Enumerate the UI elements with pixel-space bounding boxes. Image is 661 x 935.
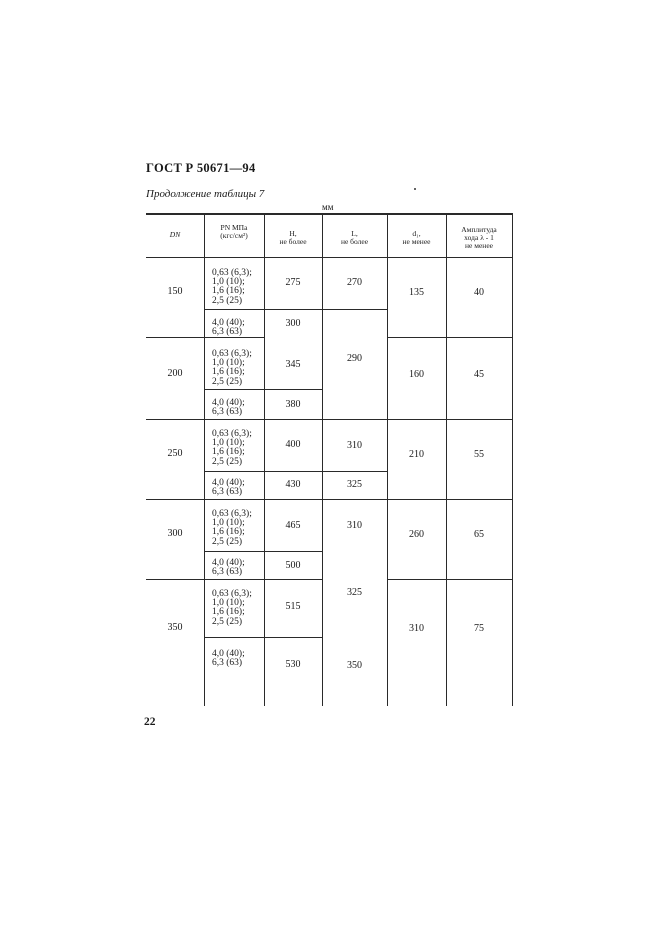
pn-separator — [204, 499, 387, 500]
h-value: 275 — [285, 277, 301, 288]
dn-value: 200 — [167, 368, 183, 379]
dn-value: 150 — [167, 286, 183, 297]
l-value: 310 — [347, 520, 362, 531]
pn-separator — [204, 419, 387, 420]
h-value: 500 — [285, 560, 301, 571]
dn-separator — [146, 419, 204, 420]
h-value: 345 — [285, 359, 301, 370]
page-number: 22 — [144, 716, 156, 728]
dn-value: 250 — [167, 448, 183, 459]
pn-separator — [204, 551, 322, 552]
pn-high-group: 4,0 (40); 6,3 (63) — [212, 318, 245, 338]
amplitude-value: 55 — [474, 449, 484, 460]
table-caption: Продолжение таблицы 7 — [146, 188, 265, 200]
amplitude-value: 65 — [474, 529, 484, 540]
pn-high-group: 4,0 (40); 6,3 (63) — [212, 649, 245, 669]
h-value: 380 — [285, 399, 301, 410]
header-bottom-rule — [146, 257, 513, 258]
unit-label: мм — [322, 202, 334, 212]
pn-separator — [204, 637, 322, 638]
dn-value: 350 — [167, 622, 183, 633]
header-d1: d₁, не менее — [402, 229, 431, 246]
header-pn: PN МПа (кгс/см²) — [220, 223, 248, 240]
l-value: 310 — [347, 440, 362, 451]
d1-separator — [387, 337, 513, 338]
pn-high-group: 4,0 (40); 6,3 (63) — [212, 558, 245, 578]
amplitude-value: 45 — [474, 369, 484, 380]
header-h: H, не более — [279, 229, 307, 246]
d1-separator — [387, 499, 513, 500]
h-value: 515 — [285, 601, 301, 612]
column-rule — [204, 213, 205, 706]
d1-value: 160 — [409, 369, 424, 380]
pn-low-group: 0,63 (6,3); 1,0 (10); 1,6 (16); 2,5 (25) — [212, 589, 252, 627]
d1-value: 310 — [409, 623, 424, 634]
h-value: 400 — [285, 439, 301, 450]
l-value: 270 — [347, 277, 362, 288]
d1-value: 260 — [409, 529, 424, 540]
dn-separator — [146, 579, 204, 580]
pn-low-group: 0,63 (6,3); 1,0 (10); 1,6 (16); 2,5 (25) — [212, 349, 252, 387]
pn-low-group: 0,63 (6,3); 1,0 (10); 1,6 (16); 2,5 (25) — [212, 429, 252, 467]
dn-separator — [146, 499, 204, 500]
dn-separator — [146, 337, 204, 338]
pn-separator — [204, 471, 387, 472]
pn-separator — [204, 389, 322, 390]
data-table — [146, 213, 513, 706]
d1-separator — [387, 579, 513, 580]
pn-separator — [204, 579, 322, 580]
d1-value: 135 — [409, 287, 424, 298]
header-amplitude: Амплитуда хода λ - 1 не менее — [461, 225, 497, 250]
h-value: 430 — [285, 479, 301, 490]
h-value: 300 — [285, 318, 301, 329]
table-right-border — [512, 213, 513, 706]
l-value: 325 — [347, 479, 362, 490]
pn-high-group: 4,0 (40); 6,3 (63) — [212, 478, 245, 498]
d1-separator — [387, 419, 513, 420]
dn-value: 300 — [167, 528, 183, 539]
document-header: ГОСТ Р 50671—94 — [146, 161, 256, 175]
amplitude-value: 75 — [474, 623, 484, 634]
l-value: 290 — [347, 353, 362, 364]
table-top-border — [146, 213, 513, 215]
pn-low-group: 0,63 (6,3); 1,0 (10); 1,6 (16); 2,5 (25) — [212, 268, 252, 306]
speck-dot — [414, 188, 416, 190]
h-value: 530 — [285, 659, 301, 670]
h-value: 465 — [285, 520, 301, 531]
l-value: 350 — [347, 660, 362, 671]
d1-value: 210 — [409, 449, 424, 460]
l-value: 325 — [347, 587, 362, 598]
header-dn: DN — [169, 230, 181, 239]
pn-low-group: 0,63 (6,3); 1,0 (10); 1,6 (16); 2,5 (25) — [212, 509, 252, 547]
header-l: L, не более — [340, 229, 369, 246]
pn-separator — [204, 309, 387, 310]
pn-high-group: 4,0 (40); 6,3 (63) — [212, 398, 245, 418]
amplitude-value: 40 — [474, 287, 484, 298]
